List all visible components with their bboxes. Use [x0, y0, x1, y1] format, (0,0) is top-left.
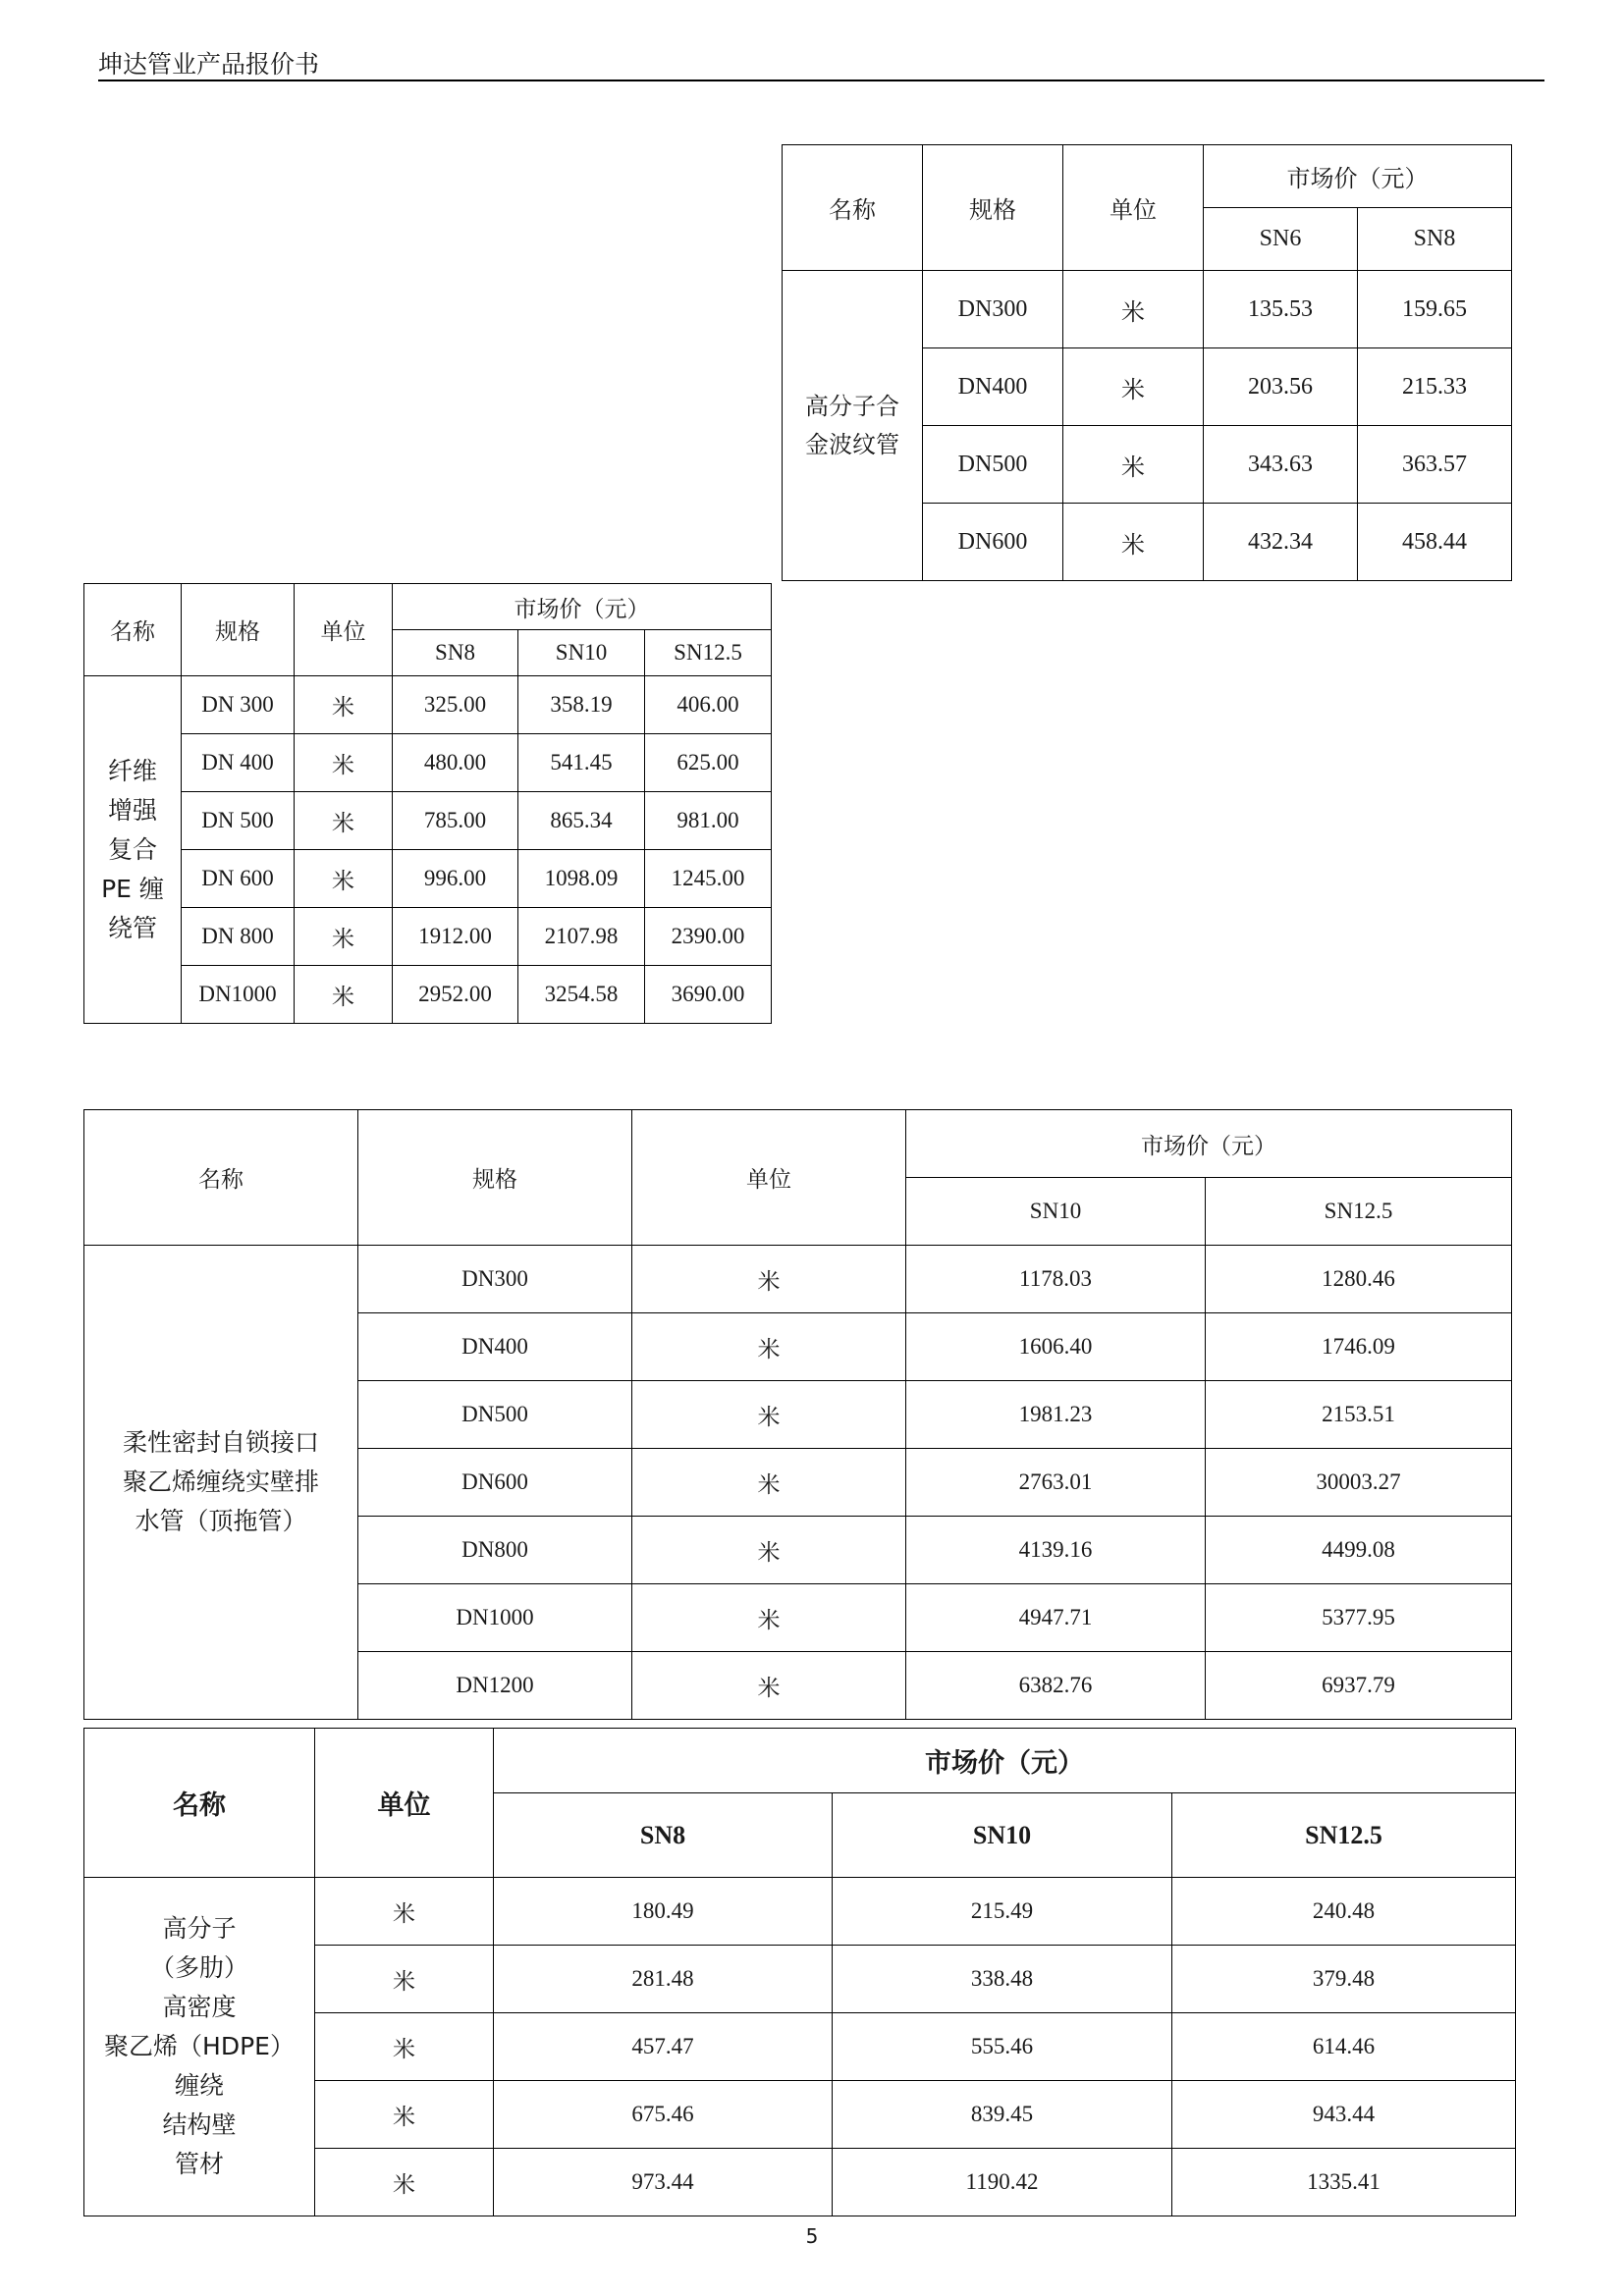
price-cell: 358.19 — [518, 676, 645, 734]
price-cell: 30003.27 — [1206, 1449, 1512, 1517]
header-sn-col: SN8 — [1358, 208, 1512, 271]
unit-cell: 米 — [295, 734, 393, 792]
price-cell: 2763.01 — [906, 1449, 1206, 1517]
header-spec: 规格 — [358, 1110, 632, 1246]
price-cell: 325.00 — [393, 676, 518, 734]
spec-cell: DN1000 — [182, 966, 295, 1024]
product-name: 高分子 （多肋） 高密度 聚乙烯（HDPE） 缠绕 结构壁 管材 — [84, 1878, 315, 2216]
spec-cell: DN500 — [923, 426, 1063, 504]
unit-cell: 米 — [315, 1946, 494, 2013]
price-cell: 203.56 — [1204, 348, 1358, 426]
price-table-hdpe-structured-wall — [83, 1728, 1516, 2216]
price-cell: 675.46 — [494, 2081, 833, 2149]
price-cell: 215.49 — [833, 1878, 1172, 1946]
unit-cell: 米 — [295, 850, 393, 908]
header-spec: 规格 — [923, 145, 1063, 271]
unit-cell: 米 — [315, 2149, 494, 2216]
price-cell: 1280.46 — [1206, 1246, 1512, 1313]
price-cell: 5377.95 — [1206, 1584, 1512, 1652]
page-number: 5 — [805, 2224, 819, 2248]
header-unit: 单位 — [632, 1110, 906, 1246]
price-cell: 1912.00 — [393, 908, 518, 966]
spec-cell: DN800 — [358, 1517, 632, 1584]
price-cell: 406.00 — [645, 676, 772, 734]
price-cell: 1190.42 — [833, 2149, 1172, 2216]
unit-cell: 米 — [1063, 271, 1204, 348]
spec-cell: DN300 — [923, 271, 1063, 348]
price-cell: 839.45 — [833, 2081, 1172, 2149]
header-sn-col: SN8 — [494, 1793, 833, 1878]
spec-cell: DN500 — [358, 1381, 632, 1449]
price-cell: 614.46 — [1172, 2013, 1516, 2081]
spec-cell: DN600 — [923, 504, 1063, 581]
price-cell: 281.48 — [494, 1946, 833, 2013]
unit-cell: 米 — [295, 792, 393, 850]
page-header-title: 坤达管业产品报价书 — [98, 50, 320, 79]
price-cell: 135.53 — [1204, 271, 1358, 348]
price-cell: 6937.79 — [1206, 1652, 1512, 1720]
spec-cell: DN 500 — [182, 792, 295, 850]
unit-cell: 米 — [295, 676, 393, 734]
unit-cell: 米 — [632, 1381, 906, 1449]
price-cell: 432.34 — [1204, 504, 1358, 581]
product-name: 纤维 增强 复合 PE 缠 绕管 — [84, 676, 182, 1024]
price-cell: 458.44 — [1358, 504, 1512, 581]
price-table-fiber-pe-winding — [83, 583, 772, 1024]
price-cell: 363.57 — [1358, 426, 1512, 504]
header-sn-col: SN10 — [906, 1178, 1206, 1246]
unit-cell: 米 — [632, 1246, 906, 1313]
spec-cell: DN 300 — [182, 676, 295, 734]
header-name: 名称 — [84, 1729, 315, 1878]
price-cell: 180.49 — [494, 1878, 833, 1946]
header-market-price: 市场价（元） — [393, 584, 772, 630]
unit-cell: 米 — [1063, 348, 1204, 426]
price-cell: 973.44 — [494, 2149, 833, 2216]
price-table-alloy-corrugated — [782, 144, 1512, 581]
price-cell: 4499.08 — [1206, 1517, 1512, 1584]
price-cell: 1098.09 — [518, 850, 645, 908]
price-cell: 4947.71 — [906, 1584, 1206, 1652]
price-cell: 2153.51 — [1206, 1381, 1512, 1449]
unit-cell: 米 — [315, 2081, 494, 2149]
price-cell: 3690.00 — [645, 966, 772, 1024]
header-spec: 规格 — [182, 584, 295, 676]
price-table-jacking-pipe — [83, 1109, 1512, 1720]
unit-cell: 米 — [632, 1449, 906, 1517]
header-market-price: 市场价（元） — [906, 1110, 1512, 1178]
spec-cell: DN 400 — [182, 734, 295, 792]
spec-cell: DN 600 — [182, 850, 295, 908]
price-cell: 785.00 — [393, 792, 518, 850]
unit-cell: 米 — [315, 1878, 494, 1946]
header-market-price: 市场价（元） — [494, 1729, 1516, 1793]
unit-cell: 米 — [295, 908, 393, 966]
price-cell: 2390.00 — [645, 908, 772, 966]
price-cell: 1178.03 — [906, 1246, 1206, 1313]
header-sn-col: SN6 — [1204, 208, 1358, 271]
spec-cell: DN1200 — [358, 1652, 632, 1720]
price-cell: 865.34 — [518, 792, 645, 850]
price-cell: 981.00 — [645, 792, 772, 850]
header-sn-col: SN12.5 — [645, 630, 772, 676]
price-cell: 159.65 — [1358, 271, 1512, 348]
price-cell: 240.48 — [1172, 1878, 1516, 1946]
price-cell: 3254.58 — [518, 966, 645, 1024]
spec-cell: DN 800 — [182, 908, 295, 966]
product-name: 柔性密封自锁接口 聚乙烯缠绕实壁排 水管（顶拖管） — [84, 1246, 358, 1720]
header-sn-col: SN12.5 — [1206, 1178, 1512, 1246]
unit-cell: 米 — [315, 2013, 494, 2081]
spec-cell: DN400 — [358, 1313, 632, 1381]
product-name: 高分子合 金波纹管 — [783, 271, 923, 581]
unit-cell: 米 — [632, 1652, 906, 1720]
header-unit: 单位 — [295, 584, 393, 676]
header-name: 名称 — [84, 1110, 358, 1246]
price-cell: 2952.00 — [393, 966, 518, 1024]
unit-cell: 米 — [632, 1517, 906, 1584]
price-cell: 457.47 — [494, 2013, 833, 2081]
header-rule — [98, 80, 1544, 81]
header-market-price: 市场价（元） — [1204, 145, 1512, 208]
price-cell: 379.48 — [1172, 1946, 1516, 2013]
price-cell: 625.00 — [645, 734, 772, 792]
price-cell: 1245.00 — [645, 850, 772, 908]
price-cell: 1746.09 — [1206, 1313, 1512, 1381]
price-cell: 1981.23 — [906, 1381, 1206, 1449]
spec-cell: DN400 — [923, 348, 1063, 426]
header-sn-col: SN8 — [393, 630, 518, 676]
spec-cell: DN600 — [358, 1449, 632, 1517]
price-cell: 338.48 — [833, 1946, 1172, 2013]
header-sn-col: SN10 — [518, 630, 645, 676]
price-cell: 4139.16 — [906, 1517, 1206, 1584]
header-name: 名称 — [783, 145, 923, 271]
unit-cell: 米 — [1063, 426, 1204, 504]
header-sn-col: SN10 — [833, 1793, 1172, 1878]
header-sn-col: SN12.5 — [1172, 1793, 1516, 1878]
price-cell: 2107.98 — [518, 908, 645, 966]
price-cell: 1335.41 — [1172, 2149, 1516, 2216]
unit-cell: 米 — [295, 966, 393, 1024]
price-cell: 943.44 — [1172, 2081, 1516, 2149]
price-cell: 343.63 — [1204, 426, 1358, 504]
price-cell: 1606.40 — [906, 1313, 1206, 1381]
unit-cell: 米 — [632, 1313, 906, 1381]
header-unit: 单位 — [1063, 145, 1204, 271]
price-cell: 6382.76 — [906, 1652, 1206, 1720]
price-cell: 215.33 — [1358, 348, 1512, 426]
price-cell: 541.45 — [518, 734, 645, 792]
unit-cell: 米 — [1063, 504, 1204, 581]
price-cell: 555.46 — [833, 2013, 1172, 2081]
unit-cell: 米 — [632, 1584, 906, 1652]
spec-cell: DN1000 — [358, 1584, 632, 1652]
price-cell: 480.00 — [393, 734, 518, 792]
price-cell: 996.00 — [393, 850, 518, 908]
header-name: 名称 — [84, 584, 182, 676]
header-unit: 单位 — [315, 1729, 494, 1878]
spec-cell: DN300 — [358, 1246, 632, 1313]
